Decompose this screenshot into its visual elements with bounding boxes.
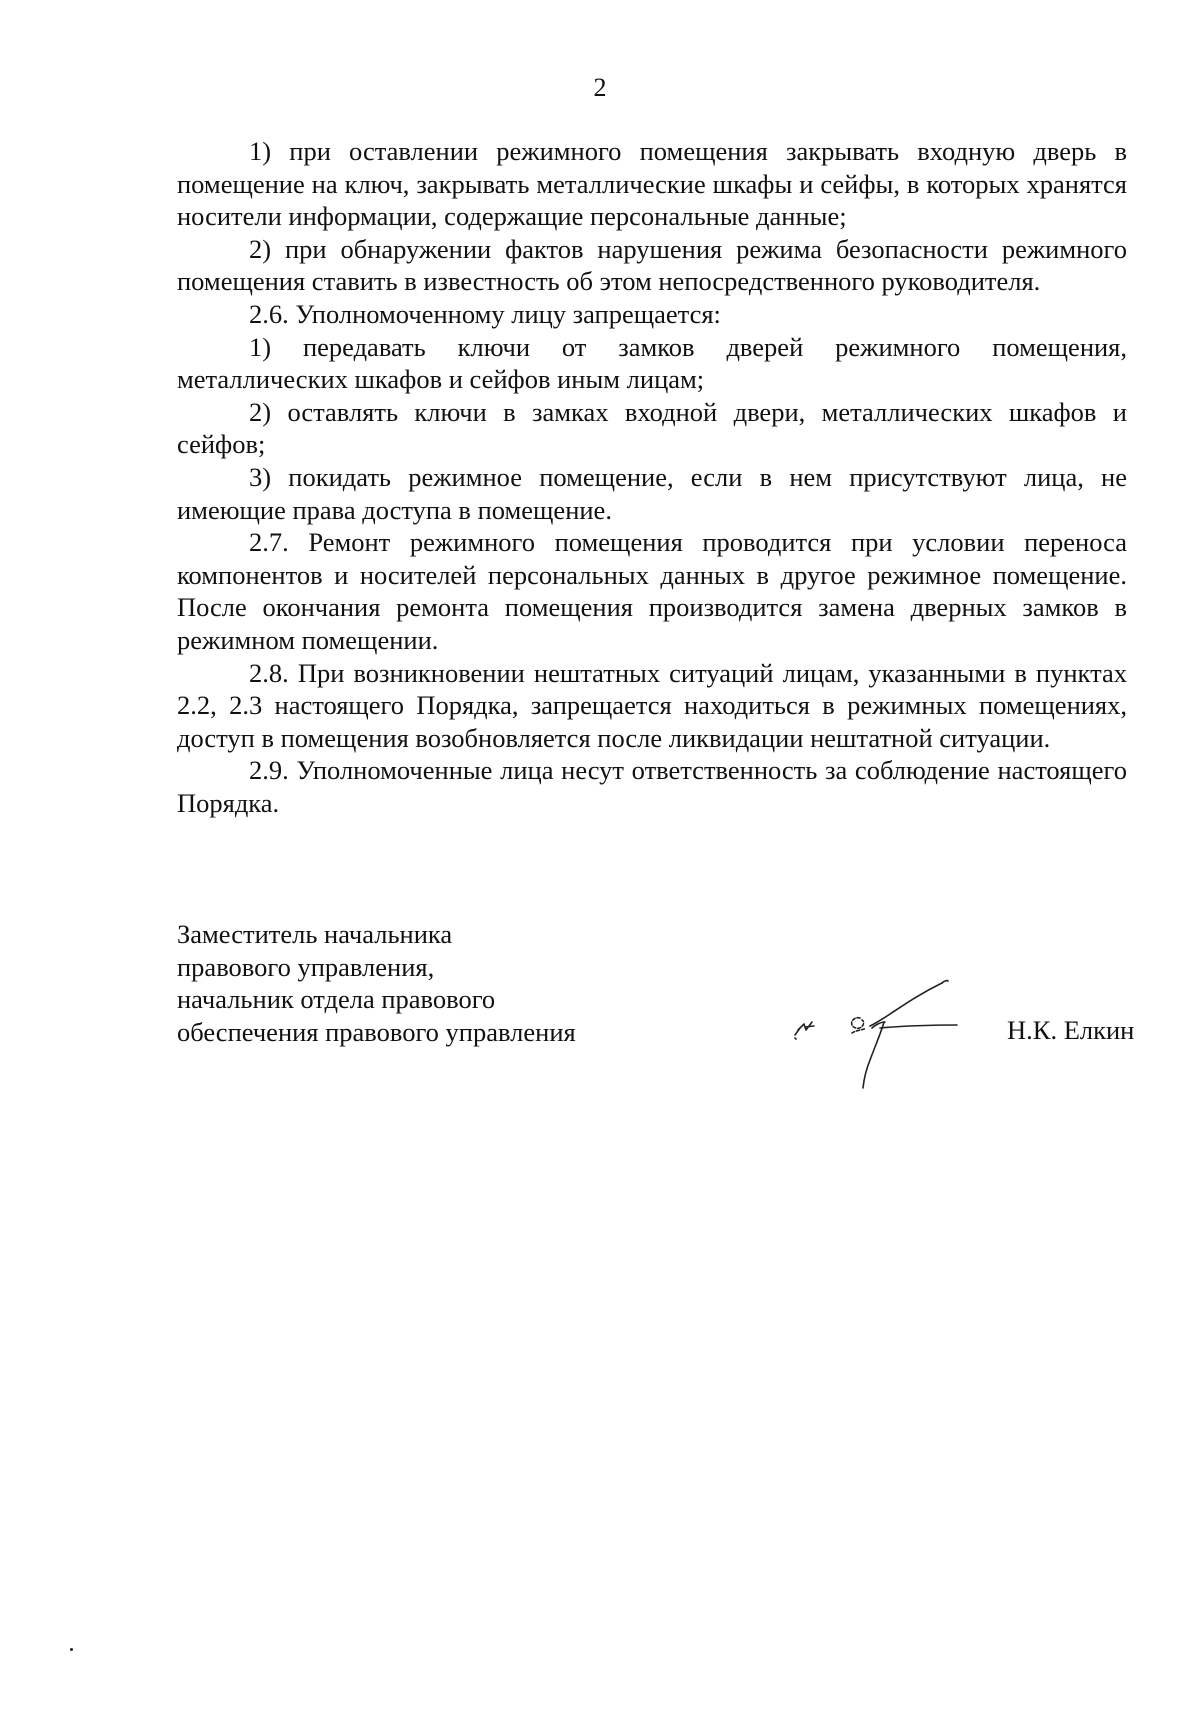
handwritten-signature: [792, 978, 972, 1098]
paragraph-section-2-8: 2.8. При возникновении нештатных ситуаций лицам, указанными в пунктах 2.2, 2.3 настоящего Порядка, запрещается находиться в режимных помещениях, доступ в помещения возобновляется после ликвидации нештатной ситуации.: [177, 657, 1127, 753]
scan-artifact-dot: [70, 1648, 73, 1651]
signer-name: Н.К. Елкин: [1007, 1015, 1135, 1045]
signer-position-line: правового управления,: [177, 951, 435, 982]
signer-position-line: обеспечения правового управления: [177, 1016, 576, 1047]
signer-position-line: начальник отдела правового: [177, 984, 496, 1015]
document-body: [177, 135, 1127, 819]
paragraph-prohibition-3: 3) покидать режимное помещение, если в нем присутствуют лица, не имеющие права доступа в помещение.: [177, 461, 1127, 525]
signer-position: [177, 918, 647, 1048]
paragraph-section-2-9: 2.9. Уполномоченные лица несут ответственность за соблюдение настоящего Порядка.: [177, 755, 1127, 818]
paragraph-section-2-7: 2.7. Ремонт режимного помещения проводится при условии переноса компонентов и носителей персональных данных в другое режимное помещение. После окончания ремонта помещения производится замена дверных замков в режимном помещении.: [177, 527, 1127, 655]
page-number: 2: [593, 73, 607, 102]
paragraph-section-2-6: 2.6. Уполномоченному лицу запрещается:: [249, 298, 721, 329]
paragraph-rule-2: 2) при обнаружении фактов нарушения режима безопасности режимного помещения ставить в известность об этом непосредственного руководителя.: [177, 233, 1127, 297]
paragraph-prohibition-2: 2) оставлять ключи в замках входной двери, металлических шкафов и сейфов;: [177, 396, 1127, 460]
signer-position-line: Заместитель начальника: [177, 919, 453, 949]
signature-block: [177, 918, 1177, 1118]
paragraph-rule-1: 1) при оставлении режимного помещения закрывать входную дверь в помещение на ключ, закрывать металлические шкафы и сейфы, в которых хранятся носители информации, содержащие персональные данные;: [177, 136, 1127, 232]
paragraph-prohibition-1: 1) передавать ключи от замков дверей режимного помещения, металлических шкафов и сейфов иным лицам;: [177, 331, 1127, 395]
